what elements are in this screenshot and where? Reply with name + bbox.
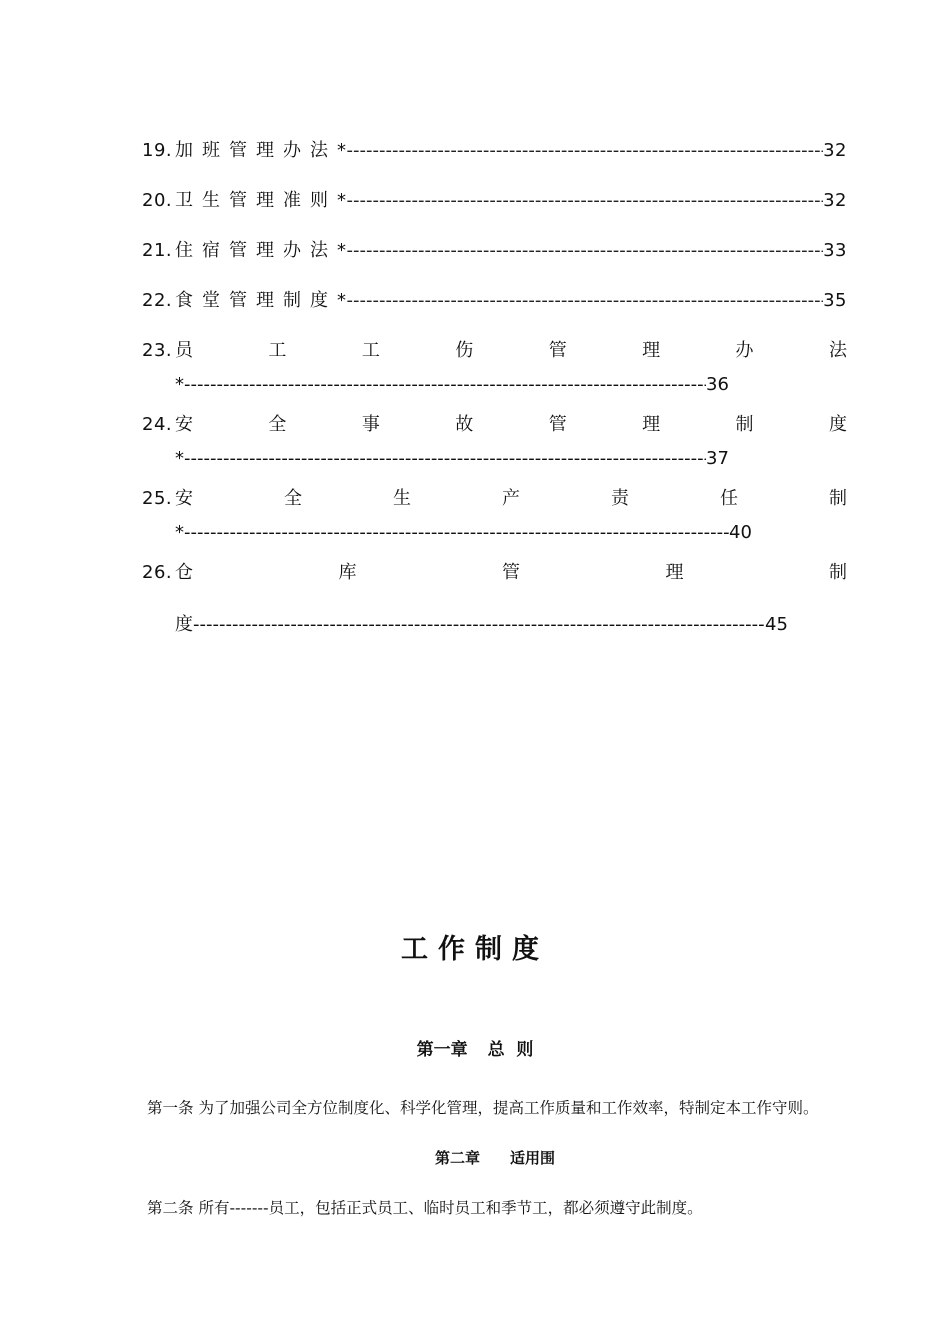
toc-entry-20[interactable] — [142, 186, 847, 236]
toc-dot-leader — [347, 190, 824, 211]
toc-entry-title — [175, 558, 847, 584]
toc-entry-title — [175, 336, 847, 362]
toc-entry-page: 37 — [706, 448, 729, 469]
title-char: 仓 — [175, 562, 193, 583]
toc-entry-marker: * — [175, 448, 184, 469]
title-char: 度 — [828, 414, 847, 435]
title-char: 理 — [665, 562, 684, 583]
article-text: 为了加强公司全方位制度化、科学化管理，提高工作质量和工作效率，特制定本工作守则。 — [198, 1099, 819, 1117]
toc-entry-21[interactable] — [142, 236, 847, 286]
toc-entry-title: 卫生管理准则 — [175, 190, 337, 211]
toc-entry-marker: * — [175, 522, 184, 543]
article-paragraph — [113, 1195, 843, 1221]
toc-entry-page: 45 — [765, 614, 788, 635]
toc-entry-title — [175, 410, 847, 436]
toc-entry-marker: * — [337, 140, 347, 161]
toc-entry-title — [175, 484, 847, 510]
toc-entry-26[interactable] — [142, 558, 847, 656]
title-char: 故 — [455, 414, 474, 435]
toc-entry-page: 32 — [823, 190, 847, 211]
chapter-label: 第一章 — [416, 1040, 468, 1060]
toc-entry-24[interactable] — [142, 410, 847, 484]
chapter-label: 第二章 — [434, 1149, 480, 1167]
title-char: 生 — [393, 488, 411, 509]
title-char: 责 — [611, 488, 629, 509]
title-char: 理 — [642, 414, 661, 435]
toc-entry-22[interactable] — [142, 286, 847, 336]
title-char: 安 — [175, 414, 193, 435]
toc-entry-page: 35 — [823, 290, 847, 311]
toc-entry-number: 24. — [142, 414, 173, 435]
title-char: 办 — [735, 340, 754, 361]
title-char: 工 — [361, 340, 380, 361]
title-char: 安 — [175, 488, 193, 509]
title-char: 伤 — [455, 340, 474, 361]
title-char: 制 — [735, 414, 754, 435]
article-label: 第二条 — [147, 1199, 194, 1217]
table-of-contents — [142, 136, 847, 656]
toc-entry-page: 40 — [729, 522, 752, 543]
toc-entry-title: 住宿管理办法 — [175, 240, 337, 261]
title-char: 工 — [268, 340, 287, 361]
title-char: 全 — [268, 414, 287, 435]
title-char: 法 — [828, 340, 847, 361]
title-char: 管 — [548, 414, 567, 435]
toc-dot-leader — [347, 290, 824, 311]
article-label: 第一条 — [147, 1099, 194, 1117]
chapter-name: 适用围 — [510, 1149, 556, 1167]
toc-entry-25[interactable] — [142, 484, 847, 558]
article-paragraph — [113, 1095, 843, 1121]
toc-entry-19[interactable] — [142, 136, 847, 186]
toc-entry-marker: * — [337, 240, 347, 261]
toc-entry-23[interactable] — [142, 336, 847, 410]
chapter-heading — [0, 1147, 950, 1168]
chapter-name: 总 则 — [487, 1040, 534, 1060]
toc-dot-leader — [184, 374, 706, 395]
toc-dot-leader — [184, 448, 706, 469]
title-char: 制 — [829, 562, 847, 583]
toc-entry-title-continued: 度 — [175, 614, 193, 635]
title-char: 制 — [829, 488, 847, 509]
toc-entry-page: 32 — [823, 140, 847, 161]
toc-entry-marker: * — [337, 290, 347, 311]
toc-entry-title: 加班管理办法 — [175, 140, 337, 161]
toc-dot-leader — [193, 614, 765, 635]
toc-entry-page: 33 — [823, 240, 847, 261]
toc-entry-marker: * — [337, 190, 347, 211]
title-char: 管 — [502, 562, 520, 583]
toc-entry-number: 26. — [142, 562, 173, 583]
chapter-heading — [0, 1035, 950, 1060]
title-char: 理 — [642, 340, 661, 361]
toc-dot-leader — [347, 140, 824, 161]
document-title: 工作制度 — [401, 934, 549, 965]
toc-entry-number: 20. — [142, 190, 173, 211]
title-char: 产 — [502, 488, 520, 509]
article-text: 所有-------员工，包括正式员工、临时员工和季节工，都必须遵守此制度。 — [198, 1199, 703, 1217]
title-char: 任 — [720, 488, 738, 509]
toc-entry-title: 食堂管理制度 — [175, 290, 337, 311]
toc-dot-leader — [347, 240, 824, 261]
toc-entry-number: 21. — [142, 240, 173, 261]
toc-entry-number: 22. — [142, 290, 173, 311]
title-char: 管 — [548, 340, 567, 361]
title-char: 事 — [361, 414, 380, 435]
toc-entry-marker: * — [175, 374, 184, 395]
toc-entry-page: 36 — [706, 374, 729, 395]
toc-entry-number: 25. — [142, 488, 173, 509]
toc-dot-leader — [184, 522, 729, 543]
toc-entry-number: 23. — [142, 340, 173, 361]
toc-entry-number: 19. — [142, 140, 173, 161]
title-char: 员 — [175, 340, 193, 361]
title-char: 全 — [284, 488, 302, 509]
title-char: 库 — [338, 562, 357, 583]
